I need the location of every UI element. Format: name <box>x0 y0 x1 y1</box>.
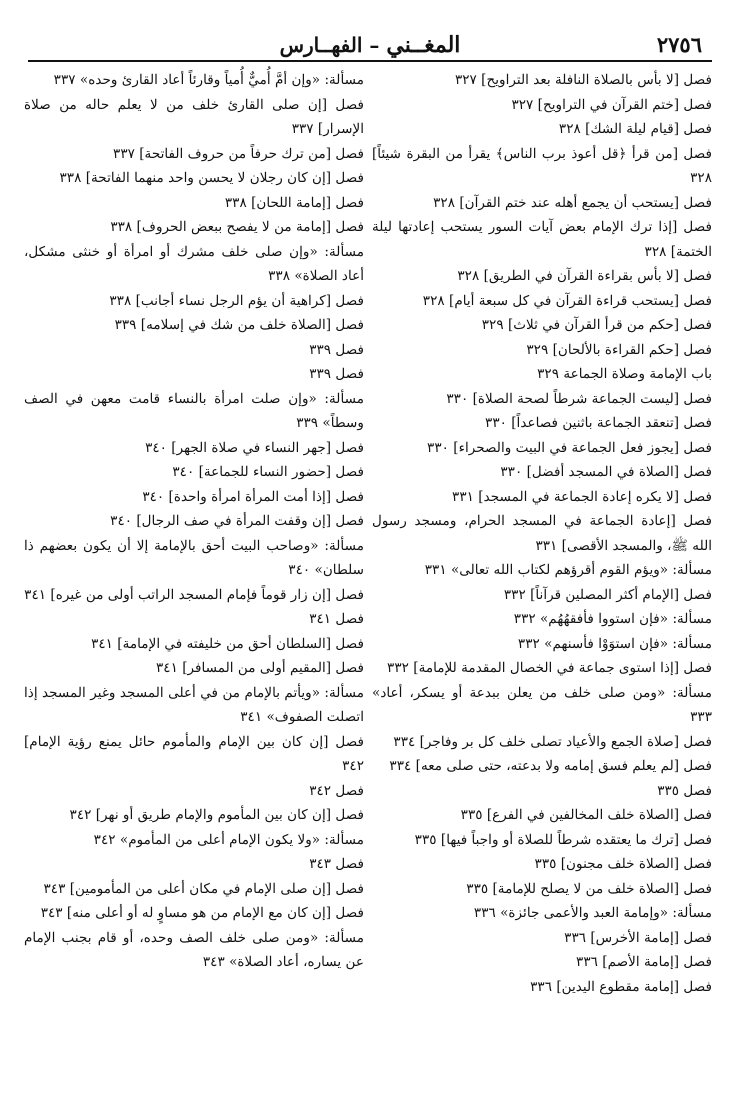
index-entry: فصل [المقيم أولى من المسافر] ٣٤١ <box>156 660 364 676</box>
book-title: المغــني <box>386 32 461 58</box>
index-entry: فصل [إن كان بين الإمام والمأموم حائل يمنع رؤية الإمام] ٣٤٢ <box>24 733 364 774</box>
header-rule <box>28 60 712 62</box>
index-entry: فصل [إن صلى القارئ خلف من لا يعلم حاله من صلاة الإسرار] ٣٣٧ <box>24 96 364 137</box>
index-entry: فصل [ليست الجماعة شرطاً لصحة الصلاة] ٣٣٠ <box>446 390 712 407</box>
index-entry: فصل [صلاة الجمع والأعياد تصلى خلف كل بر وفاجر] ٣٣٤ <box>393 733 712 750</box>
index-entry: مسألة: «ومن صلى خلف من يعلن ببدعة أو يسكر، أعاد» ٣٣٣ <box>372 684 712 725</box>
index-entry: فصل [لا بأس بقراءة القرآن في الطريق] ٣٢٨ <box>457 268 712 284</box>
index-entry: فصل [لا بأس بالصلاة النافلة بعد التراويح] ٣٢٧ <box>454 72 712 88</box>
index-entry: مسألة: «ومن صلى خلف الصف وحده، أو قام بجنب الإمام عن يساره، أعاد الصلاة» ٣٤٣ <box>24 929 364 970</box>
index-entry: فصل ٣٤١ <box>309 611 364 627</box>
index-entry: فصل [لا يكره إعادة الجماعة في المسجد] ٣٣١ <box>452 488 712 505</box>
running-title <box>28 32 712 58</box>
index-entry: فصل [يستحب قراءة القرآن في كل سبعة أيام] ٣٢٨ <box>422 292 712 309</box>
index-entry: مسألة: «وإن صلى خلف مشرك أو امرأة أو خنثى مشكل، أعاد الصلاة» ٣٣٨ <box>24 243 364 284</box>
index-entry: مسألة: «فإن استووا فأفقهُهُم» ٣٣٢ <box>513 611 712 627</box>
index-entry: فصل [السلطان أحق من خليفته في الإمامة] ٣٤١ <box>91 635 364 652</box>
index-entry: مسألة: «وصاحب البيت أحق بالإمامة إلا أن يكون بعضهم ذا سلطان» ٣٤٠ <box>24 537 364 578</box>
index-entry: فصل ٣٣٥ <box>657 782 712 799</box>
title-separator: – <box>362 33 387 57</box>
index-entry: فصل [إن وقفت المرأة في صف الرجال] ٣٤٠ <box>110 513 364 529</box>
index-entry: فصل [الإمام أكثر المصلين قرآناً] ٣٣٢ <box>503 586 712 603</box>
index-entry: فصل [الصلاة خلف من لا يصلح للإمامة] ٣٣٥ <box>466 880 712 897</box>
index-entry: فصل [قيام ليلة الشك] ٣٢٨ <box>558 121 712 137</box>
index-entry: فصل [حضور النساء للجماعة] ٣٤٠ <box>172 464 364 480</box>
index-entry: مسألة: «ويأتم بالإمام من في أعلى المسجد وغير المسجد إذا اتصلت الصفوف» ٣٤١ <box>24 684 364 725</box>
page-number: ٢٧٥٦ <box>656 32 702 57</box>
index-entry: فصل [إن كان رجلان لا يحسن واحد منهما الفاتحة] ٣٣٨ <box>59 170 364 186</box>
index-entry: فصل [يجوز فعل الجماعة في البيت والصحراء] ٣٣٠ <box>427 439 712 456</box>
index-entry: فصل ٣٤٣ <box>309 856 364 872</box>
index-column-left <box>24 68 364 975</box>
index-entry: فصل ٣٣٩ <box>309 366 364 382</box>
index-entry: مسألة: «فإن استوَوْا فأسنهم» ٣٣٢ <box>517 635 712 652</box>
index-entry: مسألة: «ولا يكون الإمام أعلى من المأموم» ٣٤٢ <box>93 831 364 848</box>
index-entry: فصل ٣٣٩ <box>309 341 364 358</box>
index-entry: فصل [إعادة الجماعة في المسجد الحرام، ومسجد رسول الله ﷺ، والمسجد الأقصى] ٣٣١ <box>372 513 712 554</box>
index-entry: فصل [ختم القرآن في التراويح] ٣٢٧ <box>511 96 712 113</box>
index-entry: مسألة: «وإمامة العبد والأعمى جائزة» ٣٣٦ <box>473 905 712 921</box>
index-entry: فصل [الصلاة في المسجد أفضل] ٣٣٠ <box>500 464 712 480</box>
index-entry: فصل [حكم القراءة بالألحان] ٣٢٩ <box>526 341 712 358</box>
index-entry: فصل [جهر النساء في صلاة الجهر] ٣٤٠ <box>145 439 364 456</box>
index-entry: فصل [يستحب أن يجمع أهله عند ختم القرآن] ٣٢٨ <box>433 194 712 211</box>
index-entry: باب الإمامة وصلاة الجماعة ٣٢٩ <box>537 366 712 382</box>
index-entry: فصل [إن زار قوماً فإمام المسجد الراتب أولى من غيره] ٣٤١ <box>24 586 364 603</box>
index-entry: فصل [لم يعلم فسق إمامه ولا بدعته، حتى صلى معه] ٣٣٤ <box>389 758 712 774</box>
index-entry: مسألة: «وإن صلت امرأة بالنساء قامت معهن في الصف وسطاً» ٣٣٩ <box>24 390 364 431</box>
index-entry: فصل [من قرأ ﴿قل أعوذ برب الناس﴾ يقرأ من البقرة شيئاً] ٣٢٨ <box>372 145 712 186</box>
index-entry: فصل [إمامة اللحان] ٣٣٨ <box>224 194 364 211</box>
index-entry: فصل [الصلاة خلف من شك في إسلامه] ٣٣٩ <box>114 317 364 333</box>
page-header <box>28 30 712 60</box>
index-entry: فصل [الصلاة خلف المخالفين في الفرع] ٣٣٥ <box>460 807 712 823</box>
index-entry: فصل [إن كان مع الإمام من هو مساوٍ له أو أعلى منه] ٣٤٣ <box>40 905 364 921</box>
index-entry: فصل [كراهية أن يؤم الرجل نساء أجانب] ٣٣٨ <box>109 292 364 309</box>
index-entry: فصل [إذا أمت المرأة امرأة واحدة] ٣٤٠ <box>142 488 364 505</box>
index-entry: فصل [إذا استوى جماعة في الخصال المقدمة للإمامة] ٣٣٢ <box>387 660 712 676</box>
index-entry: فصل ٣٤٢ <box>309 782 364 799</box>
index-entry: فصل [من ترك حرفاً من حروف الفاتحة] ٣٣٧ <box>113 145 364 162</box>
index-entry: فصل [إن كان بين المأموم والإمام طريق أو نهر] ٣٤٢ <box>69 807 364 823</box>
index-entry: فصل [إمامة مقطوع اليدين] ٣٣٦ <box>530 978 712 995</box>
index-entry: فصل [حكم من قرأ القرآن في ثلاث] ٣٢٩ <box>481 317 712 333</box>
index-entry: فصل [إمامة الأصم] ٣٣٦ <box>576 954 712 970</box>
index-entry: مسألة: «وإن أمَّ أُميٌّ أُمياً وقارئاً أعاد القارئ وحده» ٣٣٧ <box>53 72 364 88</box>
index-entry: فصل [إذا ترك الإمام بعض آيات السور يستحب إعادتها ليلة الختمة] ٣٢٨ <box>372 219 712 260</box>
index-entry: مسألة: «ويؤم القوم أقرؤهم لكتاب الله تعالى» ٣٣١ <box>424 562 712 578</box>
index-column-right <box>372 68 712 999</box>
index-entry: فصل [إمامة الأخرس] ٣٣٦ <box>564 929 712 946</box>
index-entry: فصل [الصلاة خلف مجنون] ٣٣٥ <box>534 856 712 872</box>
index-entry: فصل [ترك ما يعتقده شرطاً للصلاة أو واجباً فيها] ٣٣٥ <box>414 831 712 848</box>
index-entry: فصل [إن صلى الإمام في مكان أعلى من المأمومين] ٣٤٣ <box>43 880 364 897</box>
index-entry: فصل [إمامة من لا يفصح ببعض الحروف] ٣٣٨ <box>110 219 364 235</box>
index-entry: فصل [تنعقد الجماعة باثنين فصاعداً] ٣٣٠ <box>485 415 712 431</box>
section-title: الفهــارس <box>279 33 363 57</box>
